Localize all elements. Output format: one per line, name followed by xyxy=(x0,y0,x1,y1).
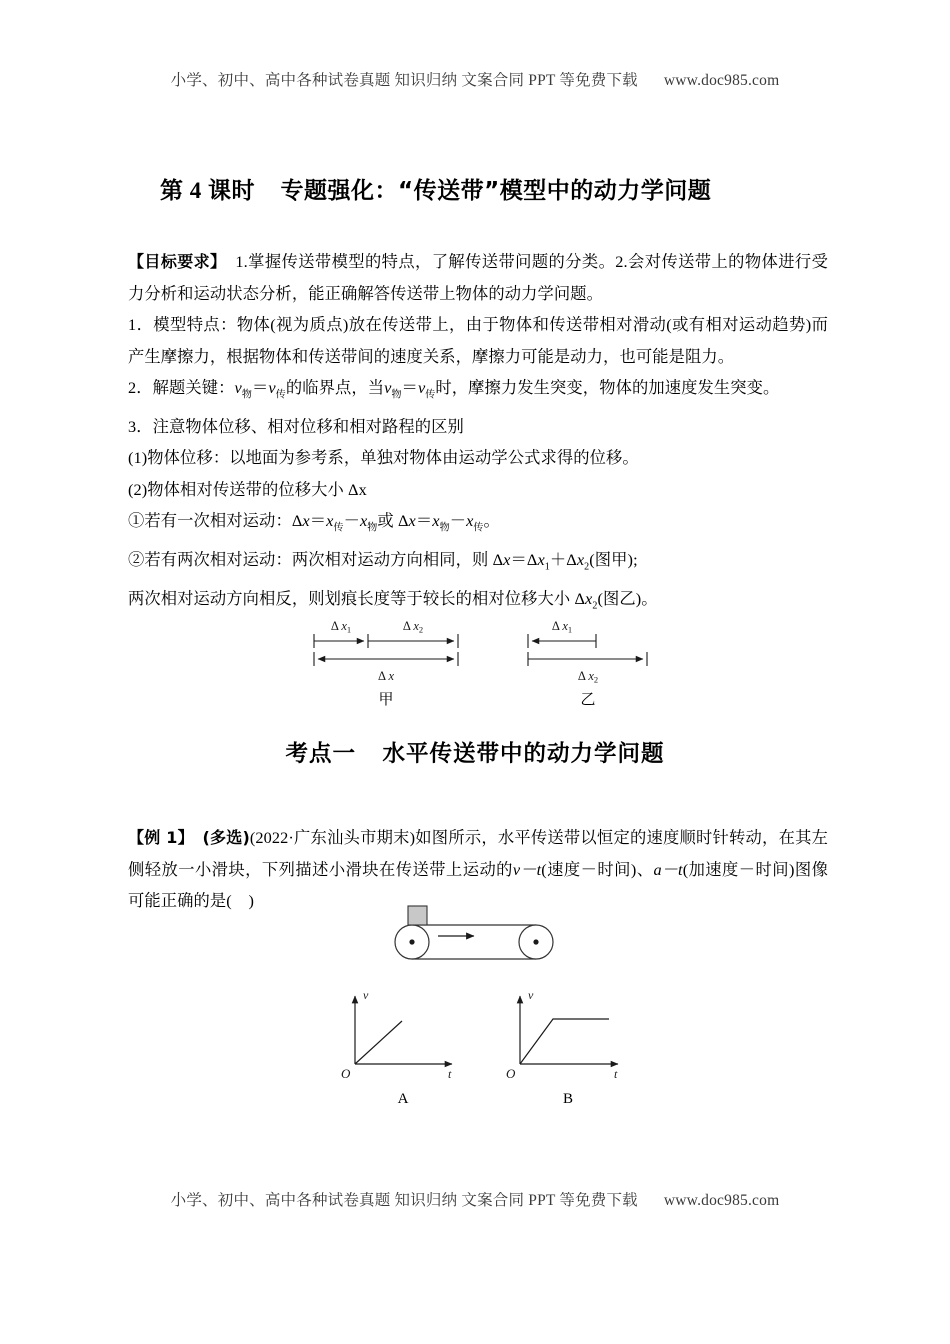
sub-item-4-suffix: (图甲); xyxy=(589,550,638,569)
chart-a-origin-label: O xyxy=(341,1066,351,1081)
belt-edges xyxy=(412,925,536,959)
point-2-v2: v xyxy=(268,378,276,397)
chart-b-series-line xyxy=(520,1019,609,1064)
sub-item-4-marker: ② xyxy=(128,550,145,569)
label-jia-dx2: Δ $x_2$ xyxy=(402,619,424,635)
chart-b-origin-label: O xyxy=(506,1066,516,1081)
watermark-bottom-url: www.doc985.com xyxy=(663,1192,780,1209)
point-2-sub2: 传 xyxy=(275,389,286,401)
belt-block xyxy=(408,906,427,925)
point-2-v4: v xyxy=(417,378,426,397)
label-jia-dx-total: Δ x xyxy=(377,669,395,683)
chart-b-label: B xyxy=(562,1091,573,1107)
watermark-bottom xyxy=(0,1188,950,1210)
point-1-paragraph xyxy=(128,309,828,372)
point-1-index: 1． xyxy=(128,315,154,334)
label-yi-dx1: Δ $x_1$ xyxy=(551,619,573,635)
chart-a-xlabel: t xyxy=(448,1067,452,1081)
point-2-v1: v xyxy=(234,378,242,397)
sub-item-4-formula: $\Delta x=\Delta x_1+\Delta x_2$ xyxy=(492,550,590,573)
point-2-eq2: ＝ xyxy=(401,378,418,397)
example-1-body-1: 如图所示，水平传送带以恒定的速度顺时针转动，在其左侧轻放一小滑块，下列描述小滑块在传送带上运动的 xyxy=(128,828,828,879)
example-1-vt-note: (速度－时间)、 xyxy=(541,859,654,879)
sub-item-1-marker: (1) xyxy=(128,448,148,468)
sub-item-3-formula-1: $\Delta x=x_传-x_物$ xyxy=(291,511,378,534)
sub-item-4 xyxy=(128,544,828,583)
chart-a-series-line xyxy=(355,1021,402,1064)
displacement-diagram-svg xyxy=(290,612,680,708)
watermark-bottom-text: 小学、初中、高中各种试卷真题 知识归纳 文案合同 PPT 等免费下载 xyxy=(170,1192,638,1209)
page-title-main: 专题强化：“传送带”模型中的动力学问题 xyxy=(280,178,712,204)
chart-b-ylabel: v xyxy=(528,988,534,1002)
point-3-index: 3． xyxy=(128,416,153,436)
example-1-body-3: ) xyxy=(248,891,255,910)
objectives-paragraph xyxy=(128,246,828,309)
example-1-tag: 【例 1】 xyxy=(128,828,194,847)
objectives-tag: 【目标要求】 xyxy=(128,252,227,271)
point-2-paragraph xyxy=(128,372,828,411)
example-1-at: a－t xyxy=(653,859,683,879)
example-1-vt: v－t xyxy=(512,859,542,879)
sub-item-3-marker: ① xyxy=(128,511,145,531)
chart-a xyxy=(341,988,452,1081)
sub-item-3 xyxy=(128,505,828,544)
point-1-text: 物体(视为质点)放在传送带上，由于物体和传送带相对滑动(或有相对运动趋势)而产生摩擦力，根据物体和传送带间的速度关系，摩擦力可能是动力，也可能是阻力。 xyxy=(128,315,828,366)
sub-item-3-conj: 或 xyxy=(377,511,398,531)
figure-displacement-diagrams xyxy=(290,612,680,708)
point-2-tail: 时，摩擦力发生突变，物体的加速度发生突变。 xyxy=(435,378,780,397)
point-1-label: 模型特点： xyxy=(153,315,237,334)
sub-item-1 xyxy=(128,442,828,474)
sub-item-5-suffix: (图乙)。 xyxy=(597,588,658,608)
point-2-sub4: 传 xyxy=(425,389,436,401)
sub-item-3-prefix: 若有一次相对运动： xyxy=(144,511,292,531)
chart-a-label: A xyxy=(397,1091,409,1107)
sub-item-2 xyxy=(128,474,828,506)
sub-item-5-prefix: 两次相对运动方向相反，则划痕长度等于较长的相对位移大小 xyxy=(128,588,575,608)
point-2-sub3: 物 xyxy=(391,389,402,401)
figure-caption-yi: 乙 xyxy=(580,690,596,708)
conveyor-belt-svg xyxy=(390,903,570,975)
example-1-choice-type: (多选) xyxy=(202,828,250,847)
sub-item-1-label: 物体位移： xyxy=(147,448,230,468)
example-1-at-note: (加速度－时间) xyxy=(682,859,795,879)
label-yi-dx2: Δ $x_2$ xyxy=(577,669,599,685)
point-3-paragraph xyxy=(128,411,828,443)
watermark-top-text: 小学、初中、高中各种试卷真题 知识归纳 文案合同 PPT 等免费下载 xyxy=(170,72,638,89)
objectives-text: 1.掌握传送带模型的特点，了解传送带问题的分类。2.会对传送带上的物体进行受力分析和运动状态分析，能正确解答传送带上物体的动力学问题。 xyxy=(128,252,828,303)
belt-pulley-right xyxy=(519,925,553,959)
sub-item-1-text: 以地面为参考系，单独对物体由运动学公式求得的位移。 xyxy=(229,448,639,468)
diagram-yi xyxy=(528,634,647,666)
point-2-sub1: 物 xyxy=(241,389,252,401)
sub-item-5-formula: $\Delta x_2$ xyxy=(574,588,598,611)
figure-conveyor-belt xyxy=(390,903,570,975)
example-1-source: (2022·广东汕头市期末) xyxy=(249,828,416,847)
diagram-jia xyxy=(314,634,458,666)
point-2-index: 2． xyxy=(128,378,153,397)
label-jia-dx1: Δ $x_1$ xyxy=(330,619,352,635)
watermark-top xyxy=(0,68,950,90)
point-2-eq1: ＝ xyxy=(251,378,269,397)
chart-b-xlabel: t xyxy=(614,1067,618,1081)
section-heading-label: 考点一 xyxy=(285,741,356,767)
point-3-text: 注意物体位移、相对位移和相对路程的区别 xyxy=(152,416,464,436)
sub-item-3-formula-2: $\Delta x=x_物-x_传$。 xyxy=(397,511,500,534)
figure-caption-jia: 甲 xyxy=(378,690,394,708)
sub-item-2-text: 物体相对传送带的位移大小 Δx xyxy=(147,479,367,499)
chart-a-ylabel: v xyxy=(363,988,369,1002)
belt-pulley-left xyxy=(395,925,429,959)
section-heading xyxy=(0,736,950,768)
watermark-top-url: www.doc985.com xyxy=(663,72,780,89)
point-2-v3: v xyxy=(384,378,392,397)
body-content xyxy=(128,246,828,622)
sub-item-4-prefix: 若有两次相对运动：两次相对运动方向相同，则 xyxy=(144,550,493,569)
example-1-body-2: 图像可能正确的是( xyxy=(128,859,828,910)
sub-item-2-marker: (2) xyxy=(128,479,148,499)
section-heading-title: 水平传送带中的动力学问题 xyxy=(382,741,665,767)
page-title-lesson: 第 4 课时 xyxy=(160,178,255,203)
point-2-mid: 的临界点，当 xyxy=(285,378,385,397)
figure-vt-graphs xyxy=(330,988,650,1118)
page-title xyxy=(160,172,860,205)
vt-graphs-svg xyxy=(330,988,650,1106)
point-2-label: 解题关键： xyxy=(152,378,235,397)
chart-b xyxy=(506,988,618,1081)
